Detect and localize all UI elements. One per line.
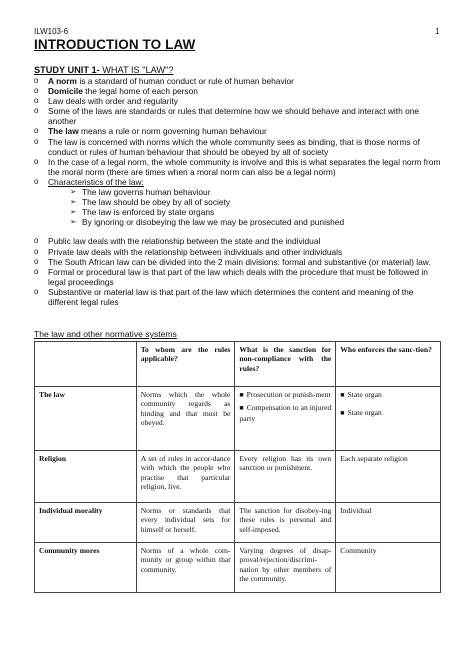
bullet-icon: o: [34, 176, 39, 186]
table-cell: Norms or standards that every individual sets for himself or herself.: [136, 503, 235, 543]
square-bullet-icon: ■: [340, 391, 345, 399]
normative-systems-table: [34, 341, 441, 593]
square-bullet-icon: ■: [239, 391, 244, 399]
list-item: o The South African law can be divided into the 2 main divisions: formal and substantive (or material) law.: [34, 256, 431, 267]
row-label: The law: [35, 387, 137, 451]
row-label: Religion: [35, 451, 137, 503]
table-cell: The sanction for disobey-ing these rules is personal and self-imposed.: [235, 503, 336, 543]
list-item: o Formal or procedural law is that part of the law which deals with the procedure that must be followed in legal proceedings: [34, 266, 428, 287]
bullet-icon: o: [34, 236, 39, 246]
list-item: o Public law deals with the relationship between the state and the individual: [34, 236, 321, 247]
study-unit-label: STUDY UNIT 1-: [34, 65, 100, 75]
table-caption: The law and other normative systems: [34, 329, 177, 339]
table-cell: ■ Prosecution or punish-ment ■ Compensation to an injured party: [235, 387, 336, 451]
study-unit-heading: [34, 65, 173, 75]
bullet-icon: o: [34, 286, 39, 296]
table-cell: Individual: [336, 503, 441, 543]
table-row: [35, 503, 441, 543]
bullet-icon: o: [34, 136, 39, 146]
arrow-icon: ➢: [70, 207, 77, 217]
bullet-icon: o: [34, 96, 39, 106]
table-row: [35, 543, 441, 593]
list-item: o Substantive or material law is that part of the law which determines the content and meaning of the different legal rules: [34, 286, 414, 307]
table-cell: Norms which the whole community regards as binding and that must be obeyed.: [136, 387, 235, 451]
bullet-icon: o: [34, 246, 39, 256]
bullet-icon: o: [34, 86, 39, 96]
list-item: [34, 177, 444, 227]
arrow-icon: ➢: [70, 197, 77, 207]
bullet-icon: o: [34, 266, 39, 276]
table-cell: Every religion has its own sanction or punishment.: [235, 451, 336, 503]
sub-list-item: ➢ The law is enforced by state organs: [70, 207, 215, 218]
square-bullet-icon: ■: [239, 404, 244, 413]
row-label: Individual morality: [35, 503, 137, 543]
list-item: o The law means a rule or norm governing human behaviour: [34, 126, 267, 137]
table-cell: Norms of a whole com-munity or group within that community.: [136, 543, 235, 593]
table-header-row: [35, 342, 441, 387]
bullet-icon: o: [34, 106, 39, 116]
arrow-icon: ➢: [70, 217, 77, 227]
table-header-cell: What is the sanction for non-compliance with the rules?: [235, 342, 336, 387]
table-cell: Each separate religion: [336, 451, 441, 503]
study-unit-question: WHAT IS "LAW"?: [99, 65, 174, 75]
page-number: 1: [435, 27, 440, 36]
arrow-icon: ➢: [70, 187, 77, 197]
characteristics-label: Characteristics of the law:: [48, 176, 144, 187]
row-label: Community mores: [35, 543, 137, 593]
sub-list-item: ➢ The law governs human behaviour: [70, 187, 211, 198]
bullet-icon: o: [34, 156, 39, 166]
list-item: o Domicile the legal home of each person: [34, 86, 198, 97]
bullet-icon: o: [34, 256, 39, 266]
table-cell: A set of rules in accor-dance with which the people who practise that particular religion, live.: [136, 451, 235, 503]
list-item: o A norm is a standard of human conduct or rule of human behavior: [34, 76, 294, 86]
list-item: o The law is concerned with norms which the whole community sees as binding, that is those norms of conduct or rules of human behaviour that should be obeyed by all of society: [34, 136, 420, 157]
table-row: [35, 387, 441, 451]
table-cell: Varying degrees of disap-proval/rejection/discrimi-nation by other members of the community.: [235, 543, 336, 593]
table-header-cell: Who enforces the sanc-tion?: [336, 342, 441, 387]
sub-list-item: ➢ The law should be obey by all of society: [70, 197, 231, 208]
page-title: INTRODUCTION TO LAW: [34, 37, 196, 52]
table-header-cell: [35, 342, 137, 387]
table-row: [35, 451, 441, 503]
document-code: ILW103-6: [34, 27, 69, 36]
list-item: o Private law deals with the relationship between individuals and other individuals: [34, 246, 343, 257]
bullet-icon: o: [34, 76, 39, 85]
table-cell: ■ State organ ■ State organ: [336, 387, 441, 451]
square-bullet-icon: ■: [340, 409, 345, 418]
notes-list: [34, 76, 444, 307]
list-item: o Law deals with order and regularity: [34, 96, 178, 107]
table-cell: Community: [336, 543, 441, 593]
list-item: o Some of the laws are standards or rules that determine how we should behave and interact with one another: [34, 106, 420, 127]
list-item: o In the case of a legal norm, the whole community is involve and this is what separates the legal norm from the moral norm (there are times when a moral norm can also be a legal norm): [34, 156, 441, 177]
sub-list-item: ➢ By ignoring or disobeying the law we may be prosecuted and punished: [70, 217, 345, 228]
table-header-cell: To whom are the rules applicable?: [136, 342, 235, 387]
characteristics-list: [48, 187, 444, 227]
bullet-icon: o: [34, 126, 39, 136]
